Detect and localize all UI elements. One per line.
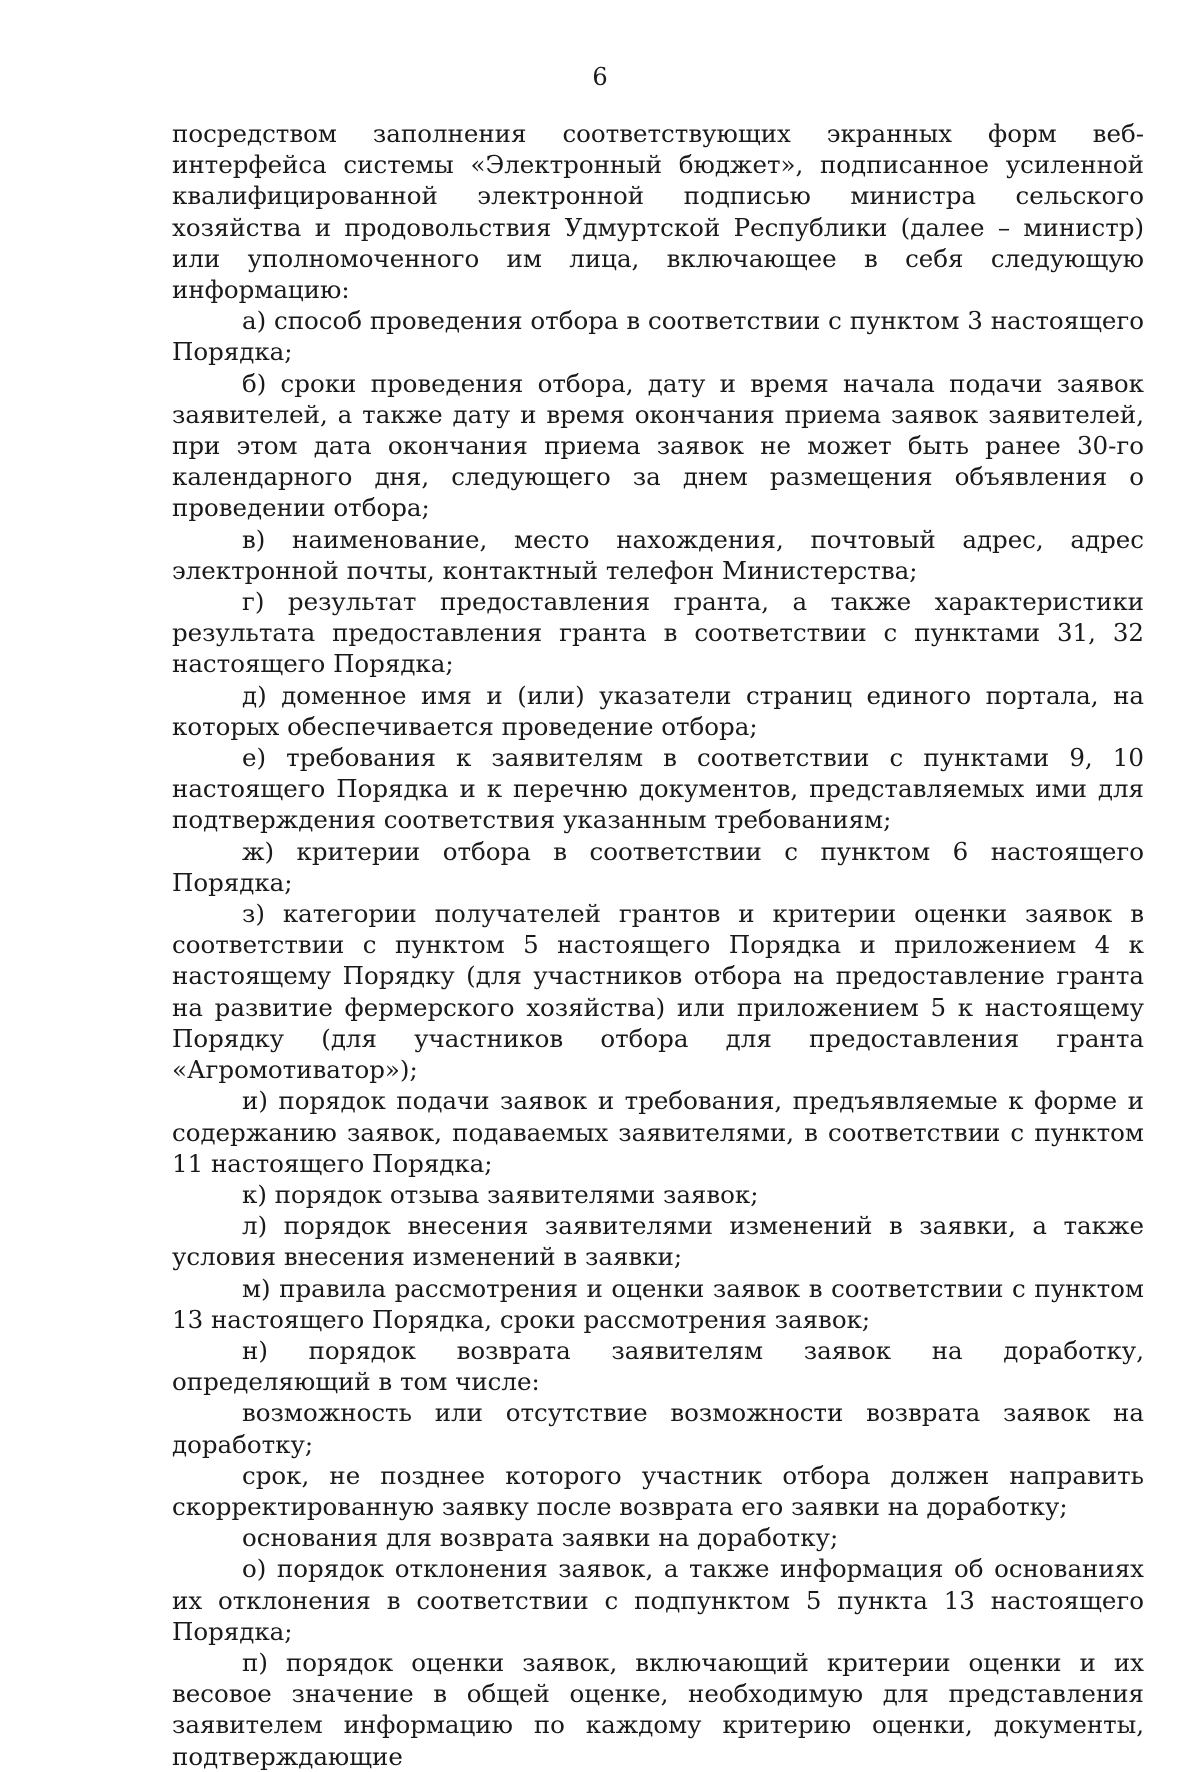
paragraph-item-i: и) порядок подачи заявок и требования, предъявляемые к форме и содержанию заявок, подаваемых заявителями, в соответствии с пунктом 11 настоящего Порядка;	[172, 1086, 1144, 1178]
paragraph-item-o: о) порядок отклонения заявок, а также информация об основаниях их отклонения в соответствии с подпунктом 5 пункта 13 настоящего Порядка;	[172, 1554, 1144, 1646]
paragraph-item-p: п) порядок оценки заявок, включающий критерии оценки и их весовое значение в общей оценке, необходимую для представления заявителем информацию по каждому критерию оценки, документы, подтверждающие	[172, 1647, 1144, 1771]
paragraph-item-v: в) наименование, место нахождения, почтовый адрес, адрес электронной почты, контактный телефон Министерства;	[172, 524, 1144, 585]
paragraph-item-m: м) правила рассмотрения и оценки заявок в соответствии с пунктом 13 настоящего Порядка, сроки рассмотрения заявок;	[172, 1273, 1144, 1334]
paragraph-item-n-sub-3: основания для возврата заявки на доработку;	[242, 1523, 839, 1553]
paragraph-item-z: з) категории получателей грантов и критерии оценки заявок в соответствии с пунктом 5 настоящего Порядка и приложением 4 к настоящему Порядку (для участников отбора на предоставление гранта на развитие фермерского хозяйства) или приложением 5 к настоящему Порядку (для участников отбора для предоставления гранта «Агромотиватор»);	[172, 899, 1144, 1085]
paragraph-item-k: к) порядок отзыва заявителями заявок;	[242, 1179, 759, 1209]
paragraph-item-zh: ж) критерии отбора в соответствии с пунктом 6 настоящего Порядка;	[172, 836, 1144, 897]
paragraph-item-b: б) сроки проведения отбора, дату и время начала подачи заявок заявителей, а также дату и время окончания приема заявок заявителей, при этом дата окончания приема заявок не может быть ранее 30-го календарного дня, следующего за днем размещения объявления о проведении отбора;	[172, 368, 1144, 523]
paragraph-item-a: а) способ проведения отбора в соответствии с пунктом 3 настоящего Порядка;	[172, 306, 1144, 367]
page-number: 6	[592, 63, 608, 91]
paragraph-intro: посредством заполнения соответствующих экранных форм веб-интерфейса системы «Электронный бюджет», подписанное усиленной квалифицированной электронной подписью министра сельского хозяйства и продовольствия Удмуртской Республики (далее – министр) или уполномоченного им лица, включающее в себя следующую информацию:	[172, 119, 1144, 305]
paragraph-item-n-sub-1: возможность или отсутствие возможности возврата заявок на доработку;	[172, 1398, 1144, 1459]
paragraph-item-l: л) порядок внесения заявителями изменений в заявки, а также условия внесения изменений в заявки;	[172, 1211, 1144, 1272]
document-body	[172, 118, 1144, 1772]
paragraph-item-g: г) результат предоставления гранта, а также характеристики результата предоставления гранта в соответствии с пунктами 31, 32 настоящего Порядка;	[172, 587, 1144, 679]
paragraph-item-n-sub-2: срок, не позднее которого участник отбора должен направить скорректированную заявку после возврата его заявки на доработку;	[172, 1460, 1144, 1521]
paragraph-item-d: д) доменное имя и (или) указатели страниц единого портала, на которых обеспечивается проведение отбора;	[172, 680, 1144, 741]
paragraph-item-e: е) требования к заявителям в соответствии с пунктами 9, 10 настоящего Порядка и к перечню документов, представляемых ими для подтверждения соответствия указанным требованиям;	[172, 743, 1144, 835]
paragraph-item-n: н) порядок возврата заявителям заявок на доработку, определяющий в том числе:	[172, 1335, 1144, 1397]
